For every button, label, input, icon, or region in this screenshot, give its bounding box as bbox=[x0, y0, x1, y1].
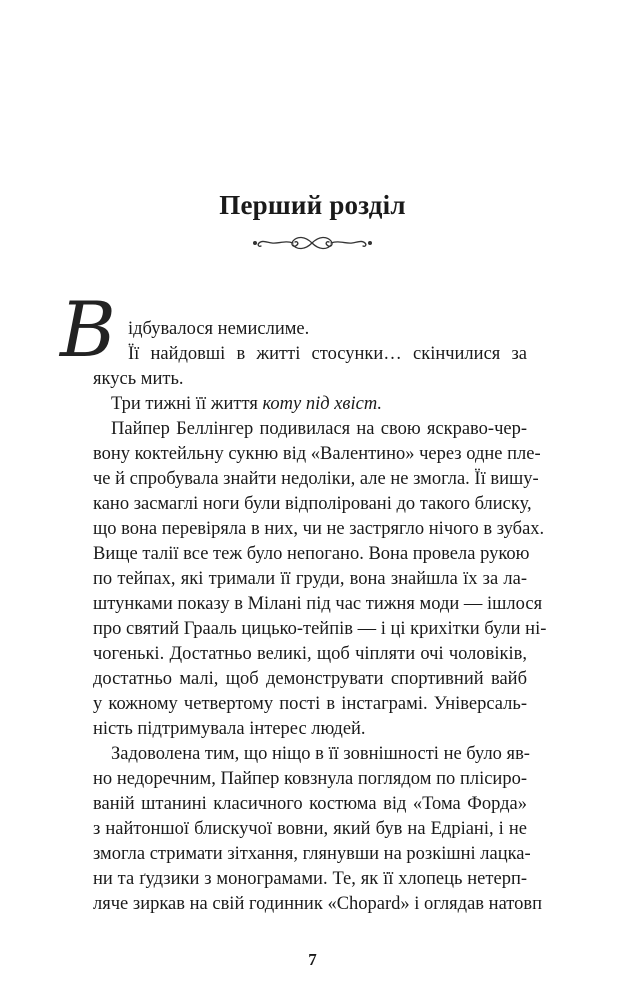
text-line: з найтоншої блискучої вовни, який був на Едріані, і не bbox=[93, 819, 527, 839]
text-line: достатньо малі, щоб демонструвати спортивний вайб bbox=[93, 669, 527, 689]
text-line: Вище талії все теж було непогано. Вона провела рукою bbox=[93, 544, 530, 564]
text-line: но недоречним, Пайпер ковзнула поглядом по плісиро- bbox=[93, 769, 527, 789]
text-line: кано засмаглі ноги були відполіровані до такого блиску, bbox=[93, 494, 532, 514]
text-line: що вона перевіряла в них, чи не застрягло нічого в зубах. bbox=[93, 519, 545, 539]
text-line: ни та ґудзики з монограмами. Те, як її хлопець нетерп- bbox=[93, 869, 527, 889]
text-line: ідбувалося немислиме. bbox=[128, 319, 310, 339]
text-line: ність підтримувала інтерес людей. bbox=[93, 719, 366, 739]
text-line: вону коктейльну сукню від «Валентино» через одне пле- bbox=[93, 444, 541, 464]
text-line: ляче зиркав на свій годинник «Chopard» і оглядав натовп bbox=[93, 894, 543, 914]
text-line-part: Три тижні її життя bbox=[111, 394, 263, 414]
text-line: якусь мить. bbox=[93, 369, 184, 389]
page-number: 7 bbox=[308, 950, 317, 969]
text-line: по тейпах, які тримали її груди, вона знайшла їх за ла- bbox=[93, 569, 527, 589]
text-line: Задоволена тим, що ніщо в її зовнішності не було яв- bbox=[111, 744, 530, 764]
chapter-title: Перший розділ bbox=[219, 190, 406, 220]
text-line: Її найдовші в житті стосунки… скінчилися за bbox=[128, 344, 527, 364]
text-line: ваній штанині класичного костюма від «Тома Форда» bbox=[93, 794, 527, 814]
italic-phrase: котy під хвіст. bbox=[262, 394, 383, 414]
text-line: у кожному четвертому пості в інстаграмі. Універсаль- bbox=[93, 694, 527, 714]
text-line: че й спробувала знайти недоліки, але не змогла. Її вишу- bbox=[93, 469, 539, 489]
text-line: Пайпер Беллінгер подивилася на свою яскраво-чер- bbox=[111, 419, 527, 439]
text-line: змогла стримати зітхання, глянувши на розкішні лацка- bbox=[93, 844, 531, 864]
text-line: чогенькі. Достатньо великі, щоб чіпляти очі чоловіків, bbox=[93, 644, 527, 664]
text-line: штунками показу в Мілані під час тижня моди — ішлося bbox=[93, 594, 543, 614]
drop-cap: В bbox=[60, 285, 116, 374]
text-line bbox=[111, 393, 382, 415]
ornament-divider-icon bbox=[250, 232, 375, 254]
text-line: про святий Грааль цицько-тейпів — і ці крихітки були ні- bbox=[93, 619, 547, 639]
